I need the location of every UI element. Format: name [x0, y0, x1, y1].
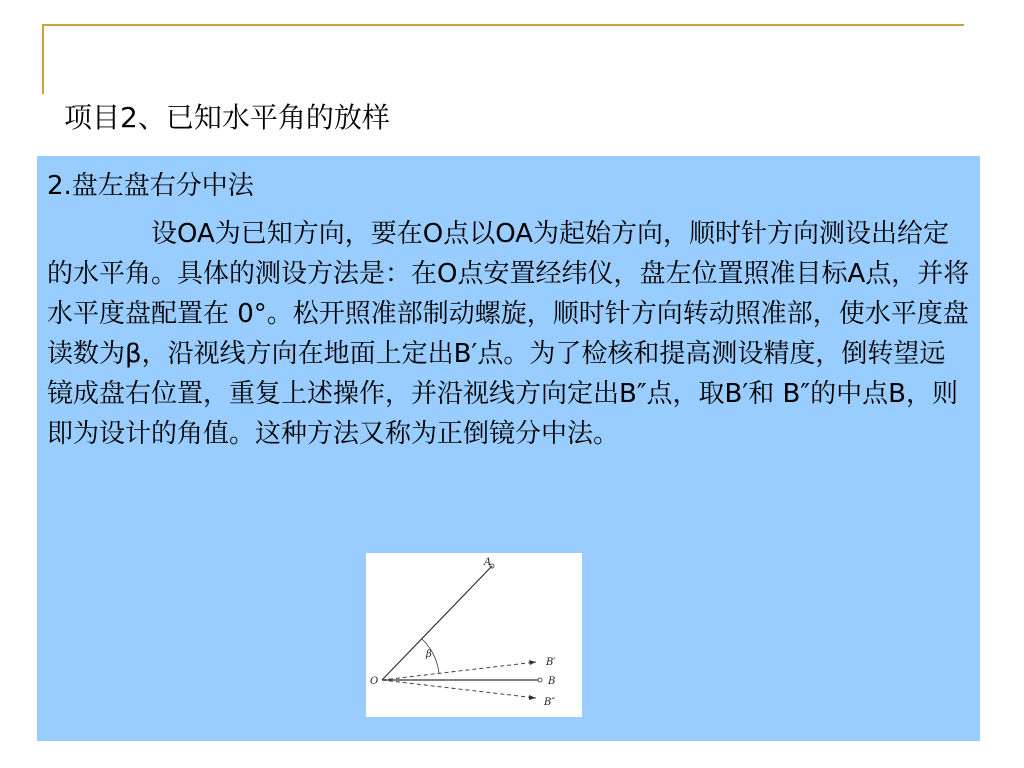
content-box	[37, 156, 980, 741]
point-b	[538, 678, 542, 682]
slide-title: 项目2、已知水平角的放样	[64, 101, 390, 134]
label-beta: β	[426, 649, 432, 660]
line-ob-double-prime	[382, 680, 536, 698]
angle-layout-diagram	[366, 553, 582, 717]
angle-diagram-svg	[366, 553, 582, 717]
body-paragraph: 设OA为已知方向，要在O点以OA为起始方向，顺时针方向测设出给定的水平角。具体的测设方法是：在O点安置经纬仪，盘左位置照准目标A点，并将水平度盘配置在 0°。松开照准部制动螺旋，顺时针方向转动照准部，使水平度盘读数为β，沿视线方向在地面上定出B′点。为了检核和提高测设精度，倒转望远镜成盘右位置，重复上述操作，并沿视线方向定出B″点，取B′和 B″的中点B，则即为设计的角值。这种方法又称为正倒镜分中法。	[47, 219, 970, 449]
decorative-top-line	[42, 24, 964, 26]
label-b: B	[548, 676, 556, 687]
arrow-b-double-prime	[529, 695, 536, 700]
label-b-prime: B′	[546, 657, 556, 668]
section-heading: 2.盘左盘右分中法	[47, 171, 254, 201]
arrow-b-prime	[529, 660, 536, 665]
decorative-left-line	[42, 24, 44, 94]
label-a: A	[484, 557, 492, 568]
label-b-double-prime: B″	[544, 697, 556, 708]
label-o: O	[370, 676, 379, 687]
line-ob-prime	[382, 662, 536, 680]
